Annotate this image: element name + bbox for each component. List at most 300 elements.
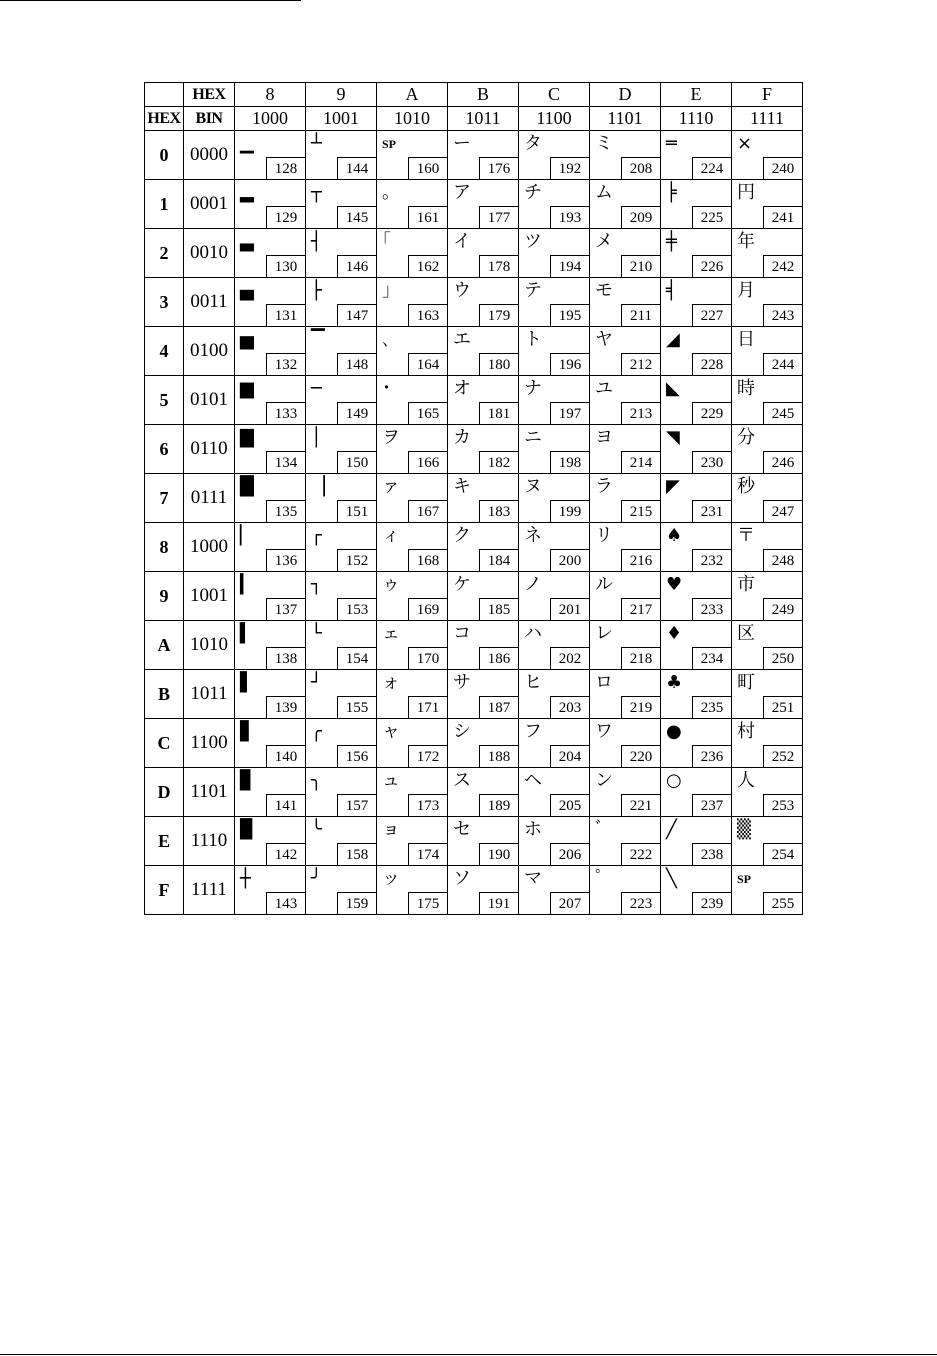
code-cell xyxy=(235,474,306,523)
code-cell xyxy=(448,817,519,866)
row-hex: A xyxy=(145,621,184,670)
code-cell-content xyxy=(306,474,376,522)
character-glyph: ╮ xyxy=(311,770,322,791)
character-glyph: テ xyxy=(524,280,542,301)
code-cell xyxy=(732,768,803,817)
code-cell xyxy=(448,376,519,425)
code-cell-content xyxy=(448,131,518,179)
code-cell xyxy=(377,376,448,425)
character-glyph: マ xyxy=(524,868,542,889)
decimal-code: 218 xyxy=(621,647,660,669)
decimal-code: 143 xyxy=(266,892,305,914)
row-bin: 1011 xyxy=(184,670,235,719)
character-glyph: ┌ xyxy=(311,525,322,546)
code-cell-content xyxy=(306,817,376,865)
col-hex: C xyxy=(519,83,590,107)
decimal-code: 134 xyxy=(266,451,305,473)
table-row xyxy=(145,278,803,327)
code-cell xyxy=(377,621,448,670)
decimal-code: 233 xyxy=(692,598,731,620)
code-cell xyxy=(519,670,590,719)
code-cell-content xyxy=(519,180,589,228)
character-glyph: セ xyxy=(453,819,471,840)
character-glyph: チ xyxy=(524,182,542,203)
code-cell xyxy=(448,866,519,915)
code-cell xyxy=(377,817,448,866)
code-cell xyxy=(377,131,448,180)
code-cell xyxy=(519,817,590,866)
code-cell-content xyxy=(448,474,518,522)
code-cell-content xyxy=(590,523,660,571)
code-cell xyxy=(519,768,590,817)
code-cell xyxy=(732,817,803,866)
decimal-code: 186 xyxy=(479,647,518,669)
row-bin: 0010 xyxy=(184,229,235,278)
code-cell xyxy=(590,523,661,572)
code-cell-content xyxy=(235,523,305,571)
decimal-code: 167 xyxy=(408,500,447,522)
code-cell xyxy=(732,425,803,474)
code-cell-content xyxy=(235,425,305,473)
decimal-code: 255 xyxy=(763,892,802,914)
character-glyph: ♦ xyxy=(666,623,683,644)
code-cell-content xyxy=(590,572,660,620)
code-cell-content xyxy=(519,572,589,620)
corner-cell xyxy=(145,83,184,107)
row-bin: 0000 xyxy=(184,131,235,180)
decimal-code: 249 xyxy=(763,598,802,620)
code-cell-content xyxy=(306,376,376,424)
code-cell-content xyxy=(448,719,518,767)
character-glyph: 月 xyxy=(737,280,755,301)
character-glyph: █ xyxy=(240,476,254,497)
row-hex: E xyxy=(145,817,184,866)
character-glyph: 円 xyxy=(737,182,755,203)
table-row xyxy=(145,327,803,376)
code-cell-content xyxy=(448,376,518,424)
row-bin: 1111 xyxy=(184,866,235,915)
code-cell xyxy=(235,817,306,866)
code-cell xyxy=(235,572,306,621)
code-cell-content xyxy=(519,866,589,914)
character-glyph: ┬ xyxy=(311,182,322,203)
code-cell xyxy=(377,474,448,523)
code-cell-content xyxy=(661,474,731,522)
code-cell-content xyxy=(661,327,731,375)
row-hex: 9 xyxy=(145,572,184,621)
character-glyph: ヘ xyxy=(524,770,542,791)
code-cell-content xyxy=(661,719,731,767)
row-bin: 1110 xyxy=(184,817,235,866)
character-glyph: 〒 xyxy=(737,525,755,546)
decimal-code: 159 xyxy=(337,892,376,914)
decimal-code: 244 xyxy=(763,353,802,375)
table-row xyxy=(145,229,803,278)
character-glyph: ╰ xyxy=(311,819,322,840)
decimal-code: 153 xyxy=(337,598,376,620)
code-cell-content xyxy=(306,180,376,228)
character-glyph: ▉ xyxy=(240,819,254,840)
decimal-code: 200 xyxy=(550,549,589,571)
code-cell xyxy=(519,719,590,768)
code-cell xyxy=(235,670,306,719)
character-glyph: ┼ xyxy=(240,868,251,889)
code-cell xyxy=(377,327,448,376)
code-cell-content xyxy=(661,131,731,179)
character-glyph: ミ xyxy=(595,133,613,154)
code-cell xyxy=(306,327,377,376)
row-bin: 1001 xyxy=(184,572,235,621)
code-cell-content xyxy=(590,474,660,522)
character-glyph: ◢ xyxy=(666,329,680,350)
decimal-code: 139 xyxy=(266,696,305,718)
character-glyph: イ xyxy=(453,231,471,252)
code-cell-content xyxy=(235,670,305,718)
decimal-code: 221 xyxy=(621,794,660,816)
code-cell-content xyxy=(590,670,660,718)
row-hex: F xyxy=(145,866,184,915)
col-bin: 1011 xyxy=(448,107,519,131)
code-cell-content xyxy=(377,425,447,473)
character-glyph: ┐ xyxy=(311,574,322,595)
code-cell-content xyxy=(377,768,447,816)
code-cell xyxy=(732,866,803,915)
code-cell xyxy=(235,425,306,474)
character-glyph: ヨ xyxy=(595,427,613,448)
code-cell-content xyxy=(377,670,447,718)
character-glyph: ╲ xyxy=(666,868,677,889)
character-glyph: ┘ xyxy=(311,672,322,693)
code-cell-content xyxy=(377,376,447,424)
character-glyph: ス xyxy=(453,770,471,791)
decimal-code: 216 xyxy=(621,549,660,571)
code-cell-content xyxy=(732,229,802,277)
code-cell-content xyxy=(377,474,447,522)
decimal-code: 207 xyxy=(550,892,589,914)
code-cell xyxy=(235,719,306,768)
decimal-code: 237 xyxy=(692,794,731,816)
code-cell-content xyxy=(235,621,305,669)
character-glyph: ▌ xyxy=(240,672,254,693)
code-cell-content xyxy=(519,131,589,179)
table-row xyxy=(145,866,803,915)
code-cell xyxy=(235,523,306,572)
code-cell xyxy=(377,425,448,474)
code-cell-content xyxy=(235,180,305,228)
code-cell xyxy=(306,719,377,768)
code-cell xyxy=(306,866,377,915)
code-cell xyxy=(519,621,590,670)
row-bin: 1101 xyxy=(184,768,235,817)
row-hex: C xyxy=(145,719,184,768)
code-cell xyxy=(661,572,732,621)
decimal-code: 181 xyxy=(479,402,518,424)
code-cell-content xyxy=(661,866,731,914)
row-hex: 7 xyxy=(145,474,184,523)
decimal-code: 191 xyxy=(479,892,518,914)
character-glyph: コ xyxy=(453,623,471,644)
code-cell-content xyxy=(235,376,305,424)
character-glyph: ♣ xyxy=(666,672,683,693)
decimal-code: 152 xyxy=(337,549,376,571)
code-cell xyxy=(235,621,306,670)
row-hex: B xyxy=(145,670,184,719)
row-hex: 3 xyxy=(145,278,184,327)
character-glyph: 秒 xyxy=(737,476,755,497)
code-cell xyxy=(519,278,590,327)
character-glyph: カ xyxy=(453,427,471,448)
code-cell-content xyxy=(448,866,518,914)
code-cell xyxy=(590,229,661,278)
decimal-code: 199 xyxy=(550,500,589,522)
col-hex: F xyxy=(732,83,803,107)
character-glyph: ﾟ xyxy=(595,868,604,889)
decimal-code: 206 xyxy=(550,843,589,865)
code-cell xyxy=(519,866,590,915)
code-cell xyxy=(377,670,448,719)
code-cell-content xyxy=(306,866,376,914)
table-row xyxy=(145,523,803,572)
row-hex: 8 xyxy=(145,523,184,572)
col-bin: 1000 xyxy=(235,107,306,131)
decimal-code: 231 xyxy=(692,500,731,522)
character-glyph: 日 xyxy=(737,329,755,350)
code-cell-content xyxy=(732,523,802,571)
decimal-code: 133 xyxy=(266,402,305,424)
character-glyph: ョ xyxy=(382,819,400,840)
character-glyph: ╞ xyxy=(666,182,677,203)
code-cell-content xyxy=(235,719,305,767)
code-cell-content xyxy=(661,572,731,620)
character-glyph: ク xyxy=(453,525,471,546)
character-glyph: ニ xyxy=(524,427,542,448)
code-cell-content xyxy=(235,866,305,914)
code-cell-content xyxy=(519,278,589,326)
code-cell xyxy=(306,376,377,425)
code-cell-content xyxy=(377,817,447,865)
code-cell-content xyxy=(732,425,802,473)
decimal-code: 238 xyxy=(692,843,731,865)
code-cell xyxy=(590,131,661,180)
code-cell xyxy=(377,572,448,621)
decimal-code: 173 xyxy=(408,794,447,816)
decimal-code: 211 xyxy=(621,304,660,326)
character-glyph: ァ xyxy=(382,476,400,497)
decimal-code: 239 xyxy=(692,892,731,914)
code-cell-content xyxy=(235,278,305,326)
decimal-code: 170 xyxy=(408,647,447,669)
decimal-code: 214 xyxy=(621,451,660,473)
decimal-code: 189 xyxy=(479,794,518,816)
code-cell-content xyxy=(306,572,376,620)
decimal-code: 242 xyxy=(763,255,802,277)
code-cell xyxy=(235,131,306,180)
code-cell-content xyxy=(377,278,447,326)
decimal-code: 164 xyxy=(408,353,447,375)
decimal-code: 138 xyxy=(266,647,305,669)
character-glyph: ゥ xyxy=(382,574,400,595)
code-cell-content xyxy=(306,278,376,326)
code-cell xyxy=(661,621,732,670)
code-cell xyxy=(448,131,519,180)
decimal-code: 162 xyxy=(408,255,447,277)
character-glyph: ▆ xyxy=(240,378,254,399)
decimal-code: 197 xyxy=(550,402,589,424)
code-cell xyxy=(732,376,803,425)
table-row xyxy=(145,131,803,180)
code-cell-content xyxy=(732,474,802,522)
code-cell xyxy=(590,327,661,376)
code-cell xyxy=(661,278,732,327)
decimal-code: 155 xyxy=(337,696,376,718)
header-row-hex xyxy=(145,83,803,107)
decimal-code: 213 xyxy=(621,402,660,424)
code-cell xyxy=(590,719,661,768)
code-cell xyxy=(306,474,377,523)
decimal-code: 251 xyxy=(763,696,802,718)
code-cell xyxy=(732,719,803,768)
decimal-code: 247 xyxy=(763,500,802,522)
code-cell-content xyxy=(590,229,660,277)
character-glyph: │ xyxy=(311,427,322,448)
code-cell-content xyxy=(590,621,660,669)
decimal-code: 129 xyxy=(266,206,305,228)
col-bin: 1101 xyxy=(590,107,661,131)
table-body xyxy=(145,131,803,915)
code-cell-content xyxy=(306,229,376,277)
col-bin: 1001 xyxy=(306,107,377,131)
code-cell xyxy=(519,229,590,278)
code-cell-content xyxy=(448,817,518,865)
decimal-code: 148 xyxy=(337,353,376,375)
character-glyph: ▔ xyxy=(311,329,325,350)
row-bin: 0101 xyxy=(184,376,235,425)
code-cell xyxy=(377,278,448,327)
code-cell-content xyxy=(590,768,660,816)
character-glyph: ▊ xyxy=(240,770,254,791)
code-cell xyxy=(377,180,448,229)
decimal-code: 225 xyxy=(692,206,731,228)
code-cell xyxy=(732,523,803,572)
code-cell-content xyxy=(519,376,589,424)
code-cell xyxy=(732,572,803,621)
decimal-code: 128 xyxy=(266,157,305,179)
decimal-code: 157 xyxy=(337,794,376,816)
code-cell xyxy=(590,376,661,425)
table-row xyxy=(145,376,803,425)
character-glyph: レ xyxy=(595,623,613,644)
col-bin: 1110 xyxy=(661,107,732,131)
row-bin: 0111 xyxy=(184,474,235,523)
code-cell-content xyxy=(235,327,305,375)
code-cell xyxy=(448,523,519,572)
decimal-code: 195 xyxy=(550,304,589,326)
character-glyph: ュ xyxy=(382,770,400,791)
character-glyph: ･ xyxy=(382,378,391,399)
code-cell xyxy=(661,523,732,572)
decimal-code: 150 xyxy=(337,451,376,473)
character-glyph: ホ xyxy=(524,819,542,840)
code-cell xyxy=(448,278,519,327)
code-cell-content xyxy=(448,670,518,718)
decimal-code: 250 xyxy=(763,647,802,669)
table-row xyxy=(145,180,803,229)
character-glyph: ナ xyxy=(524,378,542,399)
code-cell xyxy=(590,768,661,817)
character-glyph: ├ xyxy=(311,280,322,301)
row-bin: 1000 xyxy=(184,523,235,572)
code-cell xyxy=(590,621,661,670)
character-glyph: ╪ xyxy=(666,231,677,252)
code-cell-content xyxy=(732,376,802,424)
character-glyph: ▋ xyxy=(240,721,254,742)
code-cell-content xyxy=(306,131,376,179)
code-cell-content xyxy=(732,180,802,228)
code-cell-content xyxy=(732,278,802,326)
character-glyph: ウ xyxy=(453,280,471,301)
code-cell xyxy=(732,621,803,670)
code-cell xyxy=(377,523,448,572)
code-cell xyxy=(235,866,306,915)
code-cell xyxy=(519,474,590,523)
row-hex: D xyxy=(145,768,184,817)
code-cell-content xyxy=(235,229,305,277)
character-glyph: × xyxy=(737,133,753,154)
decimal-code: 183 xyxy=(479,500,518,522)
code-cell-content xyxy=(448,180,518,228)
character-glyph: ▂ xyxy=(240,182,254,203)
decimal-code: 194 xyxy=(550,255,589,277)
decimal-code: 154 xyxy=(337,647,376,669)
code-cell-content xyxy=(377,621,447,669)
character-glyph: ノ xyxy=(524,574,542,595)
character-glyph: ● xyxy=(666,721,682,742)
code-cell xyxy=(448,572,519,621)
decimal-code: 208 xyxy=(621,157,660,179)
decimal-code: 178 xyxy=(479,255,518,277)
character-glyph: SP xyxy=(382,137,397,151)
character-glyph: 市 xyxy=(737,574,755,595)
code-cell xyxy=(448,229,519,278)
character-glyph: ハ xyxy=(524,623,542,644)
top-rule xyxy=(0,0,301,1)
decimal-code: 141 xyxy=(266,794,305,816)
code-cell xyxy=(448,621,519,670)
code-cell xyxy=(448,180,519,229)
table-row xyxy=(145,474,803,523)
character-glyph: ォ xyxy=(382,672,400,693)
decimal-code: 254 xyxy=(763,843,802,865)
code-cell-content xyxy=(448,523,518,571)
code-cell xyxy=(732,180,803,229)
code-cell-content xyxy=(377,180,447,228)
decimal-code: 204 xyxy=(550,745,589,767)
character-glyph: 時 xyxy=(737,378,755,399)
code-cell xyxy=(235,278,306,327)
code-cell xyxy=(732,131,803,180)
code-cell-content xyxy=(235,572,305,620)
decimal-code: 190 xyxy=(479,843,518,865)
code-cell xyxy=(306,425,377,474)
decimal-code: 174 xyxy=(408,843,447,865)
decimal-code: 169 xyxy=(408,598,447,620)
decimal-code: 215 xyxy=(621,500,660,522)
code-cell xyxy=(590,425,661,474)
character-glyph: ─ xyxy=(311,378,322,399)
decimal-code: 243 xyxy=(763,304,802,326)
code-cell-content xyxy=(448,229,518,277)
decimal-code: 253 xyxy=(763,794,802,816)
